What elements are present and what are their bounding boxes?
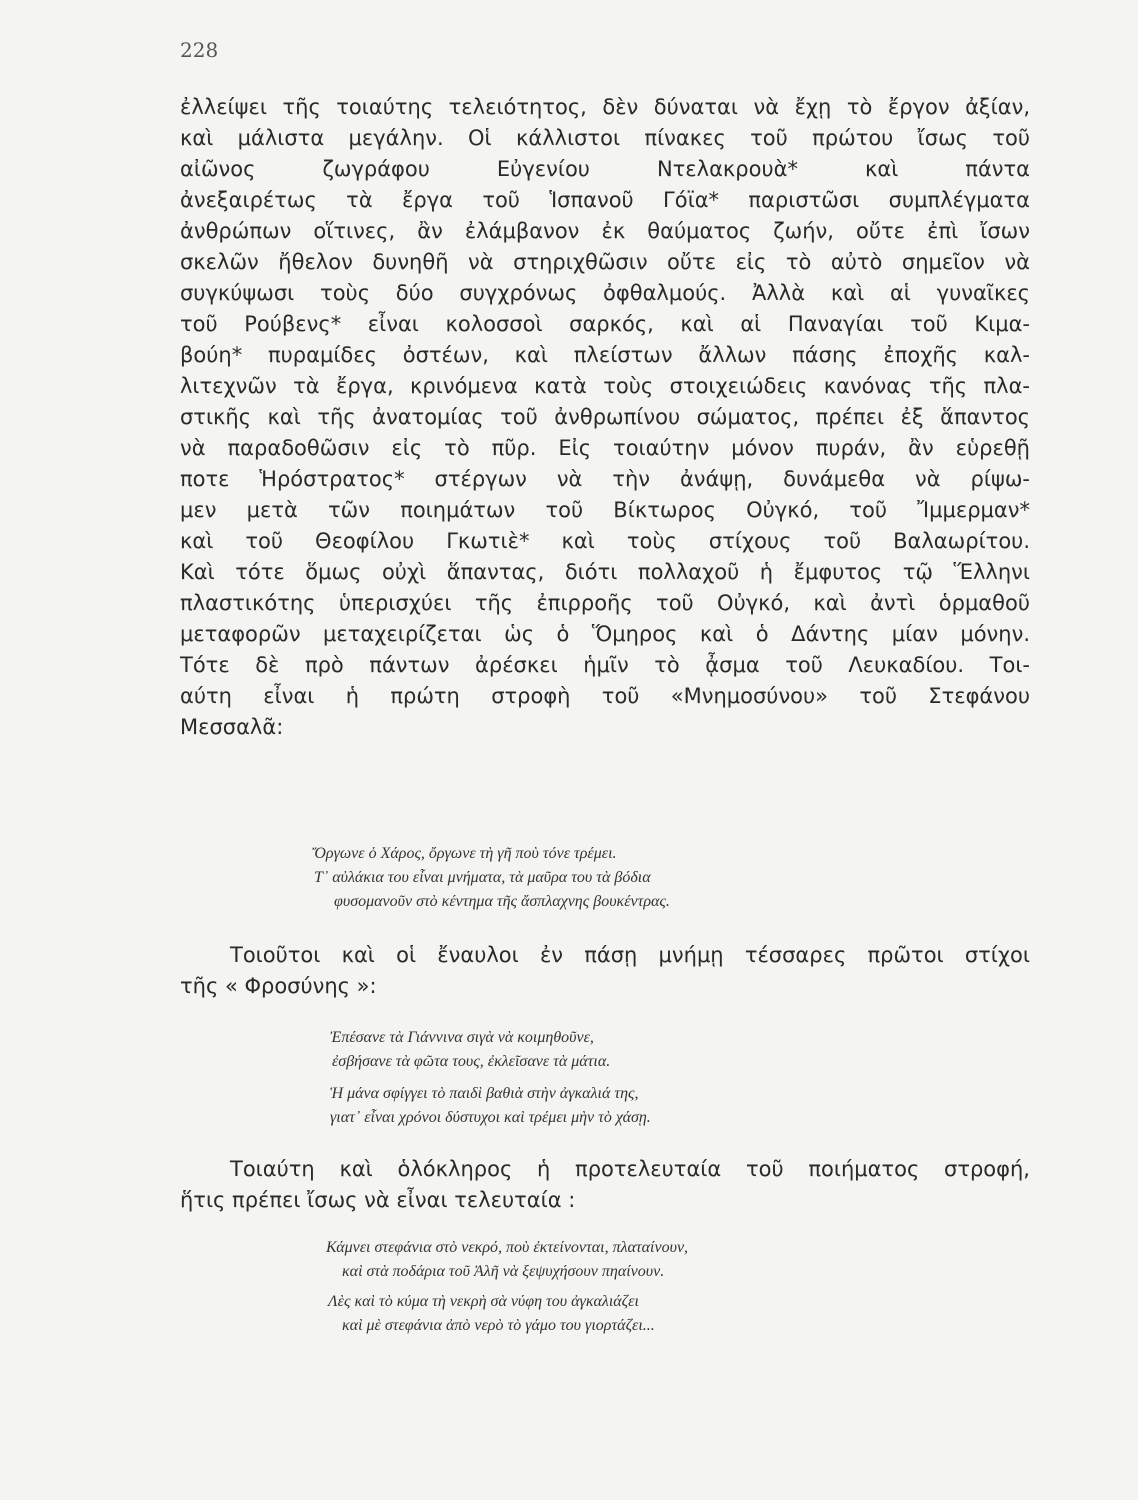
text-line: λιτεχνῶν τὰ ἔργα, κρινόμενα κατὰ τοὺς στοιχειώδεις κανόνας τῆς πλα-	[180, 374, 1030, 398]
text-line: ἐλλείψει τῆς τοιαύτης τελειότητος, δὲν δύναται νὰ ἔχῃ τὸ ἔργον ἀξίαν,	[180, 95, 1030, 119]
text-line: σκελῶν ἤθελον δυνηθῆ νὰ στηριχθῶσιν οὔτε εἰς τὸ αὐτὸ σημεῖον νὰ	[180, 250, 1030, 274]
text-line: ἀνθρώπων οἵτινες, ἂν ἐλάμβανον ἐκ θαύματος ζωήν, οὔτε ἐπὶ ἴσων	[180, 219, 1030, 243]
poem-verse: καὶ στὰ ποδάρια τοῦ Ἀλῆ νὰ ξεψυχήσουν πηαίνουν.	[342, 1263, 665, 1280]
text-line: Τοιαύτη καὶ ὁλόκληρος ἡ προτελευταία τοῦ ποιήματος στροφή,	[230, 1157, 1030, 1181]
poem-verse: Ἡ μάνα σφίγγει τὸ παιδὶ βαθιὰ στὴν ἀγκαλιά της,	[330, 1085, 639, 1102]
text-line: στικῆς καὶ τῆς ἀνατομίας τοῦ ἀνθρωπίνου σώματος, πρέπει ἐξ ἅπαντος	[180, 405, 1030, 429]
poem-verse: Κάμνει στεφάνια στὸ νεκρό, ποὺ ἐκτείνονται, πλαταίνουν,	[326, 1239, 689, 1256]
text-line: Μεσσαλᾶ:	[180, 715, 284, 739]
paragraph-frosyni	[180, 940, 1030, 1002]
text-line: ἀνεξαιρέτως τὰ ἔργα τοῦ Ἱσπανοῦ Γόϊα* παριστῶσι συμπλέγματα	[180, 188, 1030, 212]
text-line: νὰ παραδοθῶσιν εἰς τὸ πῦρ. Εἰς τοιαύτην μόνον πυράν, ἂν εὑρεθῇ	[180, 436, 1030, 460]
text-line: μεν μετὰ τῶν ποιημάτων τοῦ Βίκτωρος Οὐγκό, τοῦ Ἴμμερμαν*	[180, 498, 1030, 522]
text-line: τῆς « Φροσύνης »:	[180, 974, 377, 998]
poem-verse: Ὄργωνε ὁ Χάρος, ὄργωνε τὴ γῆ ποὺ τόνε τρέμει.	[312, 845, 617, 862]
text-line: συγκύψωσι τοὺς δύο συγχρόνως ὀφθαλμούς. Ἀλλὰ καὶ αἱ γυναῖκες	[180, 281, 1030, 305]
text-line: καὶ μάλιστα μεγάλην. Οἱ κάλλιστοι πίνακες τοῦ πρώτου ἴσως τοῦ	[180, 126, 1030, 150]
poem-frosyni	[330, 1026, 651, 1130]
text-line: πλαστικότης ὑπερισχύει τῆς ἐπιρροῆς τοῦ Οὐγκό, καὶ ἀντὶ ὁρμαθοῦ	[180, 591, 1030, 615]
main-paragraph	[180, 92, 1030, 743]
text-line: βούη* πυραμίδες ὀστέων, καὶ πλείστων ἄλλων πάσης ἐποχῆς καλ-	[180, 343, 1030, 367]
poem-verse: Λὲς καὶ τὸ κύμα τὴ νεκρὴ σὰ νύφη του ἀγκαλιάζει	[328, 1293, 639, 1310]
poem-mnimosyno	[312, 842, 670, 914]
poem-verse: γιατ᾽ εἶναι χρόνοι δύστυχοι καὶ τρέμει μὴν τὸ χάσῃ.	[330, 1109, 651, 1126]
text-line: μεταφορῶν μεταχειρίζεται ὡς ὁ Ὅμηρος καὶ ὁ Δάντης μίαν μόνην.	[180, 622, 1030, 646]
text-line: καὶ τοῦ Θεοφίλου Γκωτιὲ* καὶ τοὺς στίχους τοῦ Βαλαωρίτου.	[180, 529, 1030, 553]
page-number: 228	[180, 38, 219, 62]
poem-verse: ἐσβήσανε τὰ φῶτα τους, ἐκλεῖσανε τὰ μάτια.	[332, 1053, 611, 1070]
text-line: Καὶ τότε ὅμως οὐχὶ ἅπαντας, διότι πολλαχοῦ ἡ ἔμφυτος τῷ Ἕλληνι	[180, 560, 1030, 584]
paragraph-last-stanza	[180, 1154, 1030, 1216]
poem-verse: Ἐπέσανε τὰ Γιάννινα σιγὰ νὰ κοιμηθοῦνε,	[330, 1029, 594, 1046]
text-line: αἰῶνος ζωγράφου Εὐγενίου Ντελακρουὰ* καὶ πάντα	[180, 157, 1030, 181]
text-line: ποτε Ἡρόστρατος* στέργων νὰ τὴν ἀνάψῃ, δυνάμεθα νὰ ρίψω-	[180, 467, 1030, 491]
text-line: τοῦ Ρούβενς* εἶναι κολοσσοὶ σαρκός, καὶ αἱ Παναγίαι τοῦ Κιμα-	[180, 312, 1030, 336]
poem-last-stanza	[326, 1236, 688, 1338]
poem-verse: φυσομανοῦν στὸ κέντημα τῆς ἄσπλαχνης βουκέντρας.	[334, 893, 670, 910]
text-line: Τοιοῦτοι καὶ οἱ ἔναυλοι ἐν πάσῃ μνήμῃ τέσσαρες πρῶτοι στίχοι	[230, 943, 1030, 967]
text-line: ἥτις πρέπει ἴσως νὰ εἶναι τελευταία :	[180, 1188, 576, 1212]
poem-verse: καὶ μὲ στεφάνια ἀπὸ νερὸ τὸ γάμο του γιορτάζει...	[342, 1317, 655, 1334]
text-line: αύτη εἶναι ἡ πρώτη στροφὴ τοῦ «Μνημοσύνου» τοῦ Στεφάνου	[180, 684, 1030, 708]
text-line: Τότε δὲ πρὸ πάντων ἀρέσκει ἡμῖν τὸ ᾆσμα τοῦ Λευκαδίου. Τοι-	[180, 653, 1030, 677]
poem-verse: Τ᾽ αὐλάκια του εἶναι μνήματα, τὰ μαῦρα του τὰ βόδια	[314, 869, 651, 886]
